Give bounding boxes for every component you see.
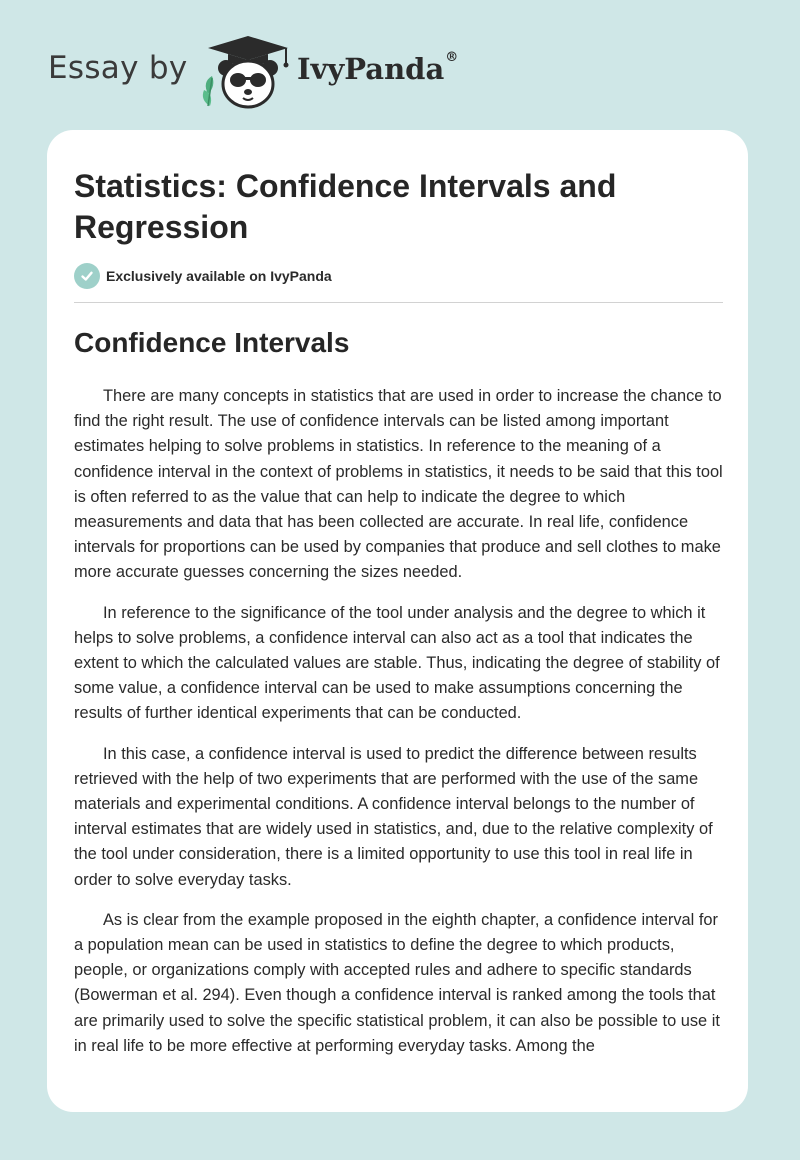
divider [74, 302, 723, 303]
section-heading: Confidence Intervals [74, 327, 350, 358]
essay-card [47, 130, 748, 1112]
exclusive-badge [74, 263, 332, 289]
paragraph: In this case, a confidence interval is used to predict the difference between results retrieved with the help of two experiments that are performed with the use of the same materials and experimental conditions. A confidence interval belongs to the number of interval estimates that are widely used in statistics, and, due to the relative complexity of the tool under consideration, there is a limited opportunity to use this tool in real life in order to solve everyday tasks. [74, 744, 713, 889]
page-title: Statistics: Confidence Intervals and Regression [74, 168, 617, 245]
essay-body [74, 384, 724, 1074]
brand-name[interactable]: IvyPanda® [297, 50, 459, 86]
panda-graduate-logo-icon[interactable] [200, 32, 296, 110]
registered-mark: ® [445, 50, 459, 65]
brand-prefix: Essay by [48, 50, 188, 86]
paragraph: In reference to the significance of the tool under analysis and the degree to which it helps to solve problems, a confidence interval can also act as a tool that indicates the extent to which the calculated values are stable. Thus, indicating the degree of stability of some value, a confidence interval can be used to make assumptions concerning the results of further identical experiments that can be conducted. [74, 603, 720, 723]
site-header [48, 30, 548, 110]
exclusive-text: Exclusively available on IvyPanda [106, 268, 332, 284]
check-circle-icon [74, 263, 100, 289]
paragraph: As is clear from the example proposed in the eighth chapter, a confidence interval for a population mean can be used in statistics to define the degree to which products, people, or organizations comply with accepted rules and adhere to specific standards (Bowerman et al. 294). Even though a confidence interval is ranked among the tools that are primarily used to solve the specific statistical problem, it can also be possible to use it in real life to be more effective at performing everyday tasks. Among the [74, 910, 720, 1055]
paragraph: There are many concepts in statistics that are used in order to increase the chance to find the right result. The use of confidence intervals can be listed among important estimates helping to solve problems in statistics. In reference to the meaning of a confidence interval in the context of problems in statistics, it needs to be said that this tool is often referred to as the value that can help to indicate the degree to which measurements and data that has been collected are accurate. In real life, confidence intervals for proportions can be used by companies that produce and sell clothes to make more accurate guesses concerning the sizes needed. [74, 387, 723, 582]
